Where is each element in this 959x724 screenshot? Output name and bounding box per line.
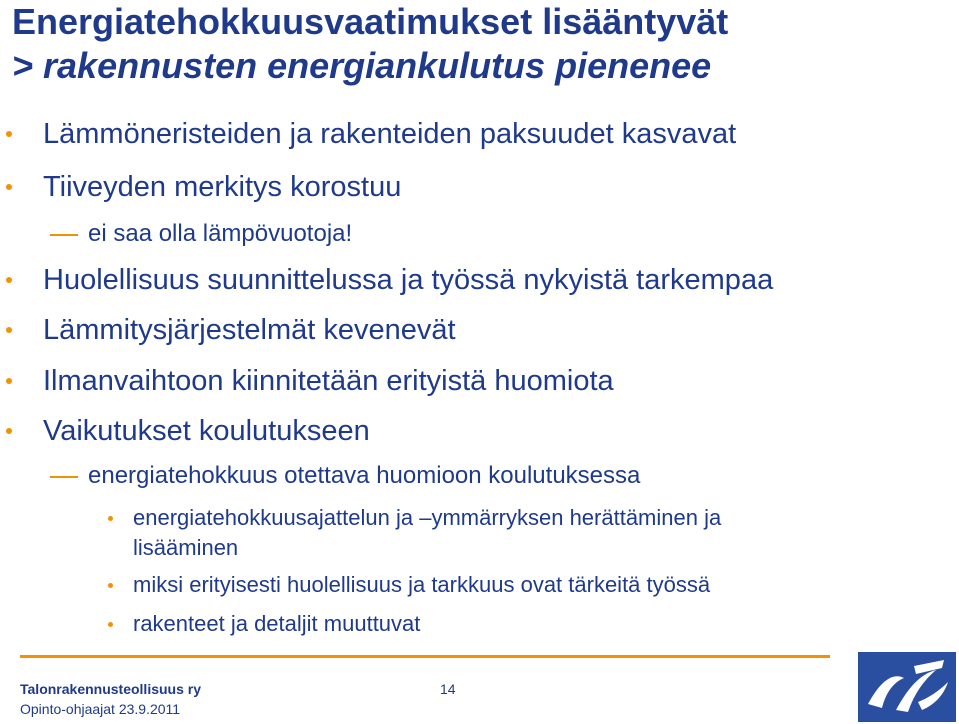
dash-icon: [50, 476, 78, 478]
title-line-2: > rakennusten energiankulutus pienenee: [12, 45, 712, 86]
bullet-icon: [6, 184, 12, 190]
title-line-1: Energiatehokkuusvaatimukset lisääntyvät: [12, 1, 729, 42]
footer-date: Opinto-ohjaajat 23.9.2011: [20, 701, 181, 717]
bullet-icon: [108, 622, 113, 627]
bullet-icon: [6, 428, 12, 434]
bullet-icon: [6, 327, 12, 333]
bullet-icon: [108, 516, 113, 521]
dash-icon: [50, 234, 78, 236]
bullet-icon: [6, 131, 12, 137]
slide-title: [12, 0, 728, 88]
bullet-icon: [6, 378, 12, 384]
footer-organization: Talonrakennusteollisuus ry: [20, 681, 202, 697]
page-number: 14: [440, 681, 456, 697]
footer-divider: [20, 655, 830, 658]
organization-logo-icon: [858, 652, 956, 722]
bullet-icon: [6, 277, 12, 283]
bullet-icon: [108, 583, 113, 588]
